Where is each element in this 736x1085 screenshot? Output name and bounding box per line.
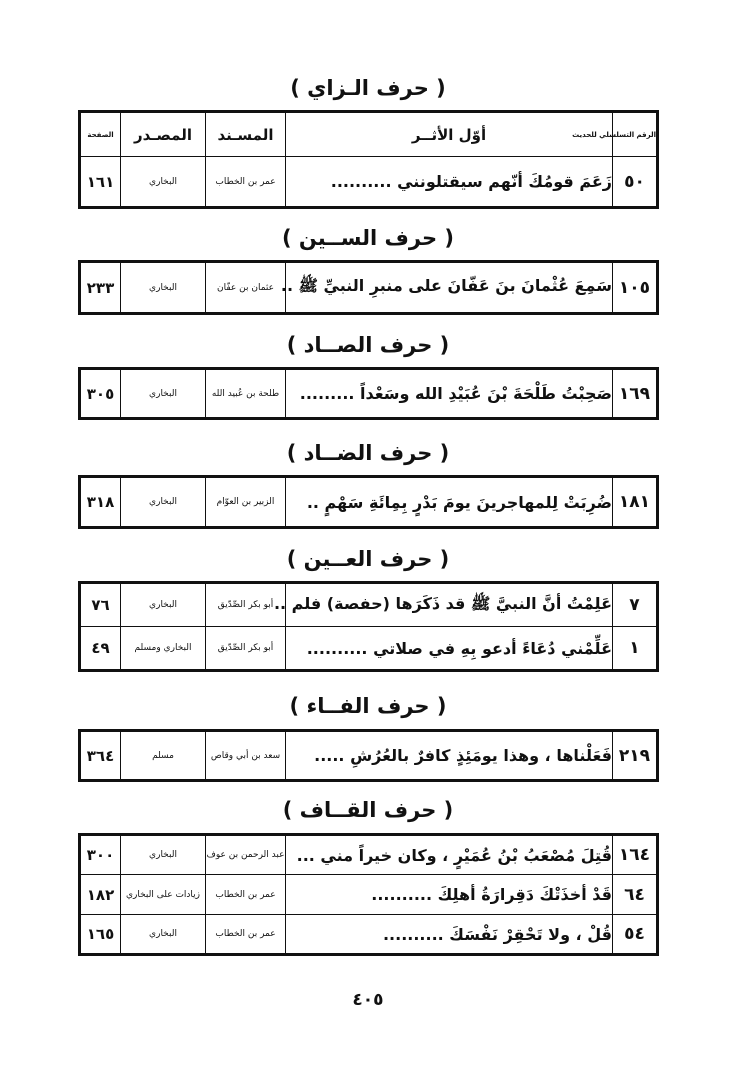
row-first: صَحِبْتُ طَلْحَةَ بْنَ عُبَيْدِ الله وسَعْداً ......... — [286, 369, 613, 419]
row-first: عَلِّمْني دُعَاءً أدعو بِهِ في صلاتي .......... — [286, 627, 613, 671]
row-musnad: أبو بكر الصِّدّيق — [206, 583, 286, 627]
table-header-row — [80, 112, 658, 157]
index-table-qaf — [78, 833, 659, 956]
row-first: زَعَمَ قومُكَ أنّهم سيقتلونني .......... — [286, 157, 613, 208]
row-source: البخاري — [121, 835, 206, 875]
row-num: ١٦٤ — [613, 835, 658, 875]
row-page: ١٨٢ — [80, 875, 121, 915]
table-row — [80, 262, 658, 314]
row-musnad: عبد الرحمن بن عوف — [206, 835, 286, 875]
row-page: ١٦١ — [80, 157, 121, 208]
table-row — [80, 875, 658, 915]
index-table-zay — [78, 110, 659, 209]
section-title-sad: ( حرف الصــاد ) — [286, 333, 450, 357]
row-page: ٣٦٤ — [80, 731, 121, 781]
row-source: البخاري — [121, 477, 206, 528]
row-first: قُلْ ، ولا تَحْقِرْ نَفْسَكَ .......... — [286, 915, 613, 955]
row-source: البخاري — [121, 583, 206, 627]
row-source: زيادات على البخاري — [121, 875, 206, 915]
section-title-zay: ( حرف الـزاي ) — [290, 76, 446, 100]
index-table-fa — [78, 729, 659, 782]
row-source: البخاري — [121, 262, 206, 314]
row-num: ١٠٥ — [613, 262, 658, 314]
row-first: قُتِلَ مُصْعَبُ بْنُ عُمَيْرٍ ، وكان خيراً مني ... — [286, 835, 613, 875]
table-row — [80, 627, 658, 671]
row-page: ٧٦ — [80, 583, 121, 627]
header-num: الرقم التسلسلي للحديث — [613, 112, 658, 157]
page-number: ٤٠٥ — [352, 990, 384, 1010]
row-page: ٤٩ — [80, 627, 121, 671]
row-first: قَدْ أخذَتْكَ دَقِرارَةُ أهلِكَ .......... — [286, 875, 613, 915]
index-table-dad — [78, 475, 659, 529]
row-page: ١٦٥ — [80, 915, 121, 955]
row-num: ٥٠ — [613, 157, 658, 208]
row-page: ٢٣٣ — [80, 262, 121, 314]
index-table-ayn — [78, 581, 659, 672]
row-first: فَعَلْناها ، وهذا يومَئِذٍ كافرٌ بالعُرُشِ ..... — [286, 731, 613, 781]
table-row — [80, 157, 658, 208]
header-first: أوّل الأثــر — [286, 112, 613, 157]
row-musnad: سعد بن أبي وقاص — [206, 731, 286, 781]
row-source: البخاري ومسلم — [121, 627, 206, 671]
section-title-dad: ( حرف الضــاد ) — [286, 441, 450, 465]
row-num: ١ — [613, 627, 658, 671]
row-musnad: عمر بن الخطاب — [206, 875, 286, 915]
row-musnad: عمر بن الخطاب — [206, 157, 286, 208]
section-title-ayn: ( حرف العــين ) — [286, 547, 450, 571]
index-table-sad — [78, 367, 659, 420]
section-title-sin: ( حرف الســين ) — [282, 226, 454, 250]
row-source: البخاري — [121, 369, 206, 419]
row-num: ١٦٩ — [613, 369, 658, 419]
row-page: ٣٠٥ — [80, 369, 121, 419]
row-musnad: طلحة بن عُبيد الله — [206, 369, 286, 419]
row-first: سَمِعَ عُثْمانَ بنَ عَفّانَ على منبرِ النبيِّ ﷺ .. — [286, 262, 613, 314]
row-musnad: عثمان بن عفّان — [206, 262, 286, 314]
index-table-sin — [78, 260, 659, 315]
table-row — [80, 835, 658, 875]
section-title-fa: ( حرف الفــاء ) — [289, 694, 447, 718]
row-source: مسلم — [121, 731, 206, 781]
row-musnad: عمر بن الخطاب — [206, 915, 286, 955]
row-source: البخاري — [121, 157, 206, 208]
table-row — [80, 583, 658, 627]
table-row — [80, 731, 658, 781]
section-title-qaf: ( حرف القــاف ) — [282, 798, 454, 822]
row-musnad: الزبير بن العوّام — [206, 477, 286, 528]
row-first: ضُرِبَتْ لِلمهاجرينَ يومَ بَدْرٍ بِمِائَةِ سَهْمٍ .. — [286, 477, 613, 528]
row-num: ١٨١ — [613, 477, 658, 528]
row-num: ٦٤ — [613, 875, 658, 915]
table-row — [80, 915, 658, 955]
row-page: ٣٠٠ — [80, 835, 121, 875]
row-num: ٢١٩ — [613, 731, 658, 781]
row-page: ٣١٨ — [80, 477, 121, 528]
row-first: عَلِمْتُ أنَّ النبيَّ ﷺ قد ذَكَرَها (حفصة) فلم .. — [286, 583, 613, 627]
table-row — [80, 477, 658, 528]
row-musnad: أبو بكر الصِّدّيق — [206, 627, 286, 671]
header-source: المصـدر — [121, 112, 206, 157]
table-row — [80, 369, 658, 419]
header-musnad: المسـند — [206, 112, 286, 157]
row-num: ٧ — [613, 583, 658, 627]
row-num: ٥٤ — [613, 915, 658, 955]
row-source: البخاري — [121, 915, 206, 955]
header-page: الصفحة — [80, 112, 121, 157]
